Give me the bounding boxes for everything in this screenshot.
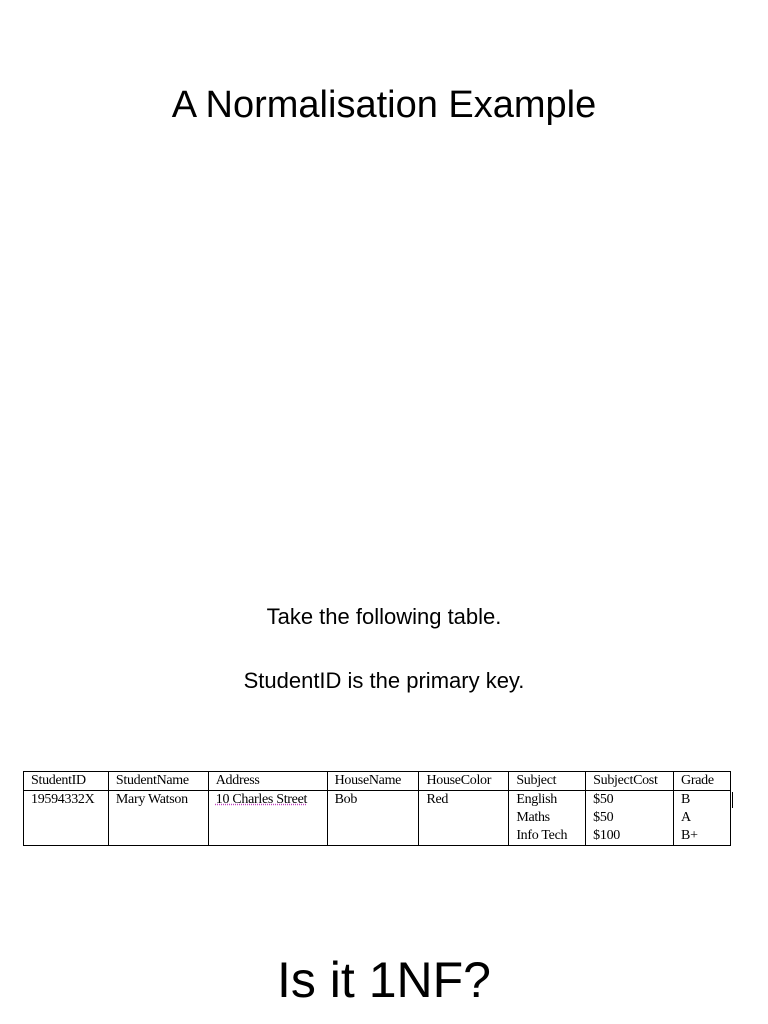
question-text: Is it 1NF? bbox=[277, 952, 491, 1008]
address-cell bbox=[208, 791, 327, 846]
subject-value: Maths bbox=[516, 810, 550, 825]
grade-value: A bbox=[681, 810, 691, 825]
student-id-cell: 19594332X bbox=[24, 791, 109, 846]
subject-cost-value: $50 bbox=[593, 792, 614, 807]
grade-value: B+ bbox=[681, 828, 698, 843]
table-row bbox=[24, 791, 731, 846]
subject-value: Info Tech bbox=[516, 828, 568, 843]
instruction-text: Take the following table. bbox=[266, 604, 502, 629]
primary-key-note: StudentID is the primary key. bbox=[243, 668, 525, 693]
column-header: Grade bbox=[674, 772, 731, 791]
house-color-cell: Red bbox=[419, 791, 509, 846]
column-header: StudentName bbox=[108, 772, 208, 791]
column-header: HouseName bbox=[327, 772, 419, 791]
subject-cost-value: $50 bbox=[593, 810, 614, 825]
column-header: Address bbox=[208, 772, 327, 791]
house-name-cell: Bob bbox=[327, 791, 419, 846]
address-value: 10 Charles Street bbox=[215, 792, 308, 807]
slide-title: A Normalisation Example bbox=[171, 84, 597, 126]
student-table bbox=[23, 771, 731, 846]
subject-cell bbox=[509, 791, 586, 846]
grade-cell bbox=[674, 791, 731, 846]
column-header: SubjectCost bbox=[586, 772, 674, 791]
subject-value: English bbox=[516, 792, 557, 807]
table-header-row bbox=[24, 772, 731, 791]
subject-cost-value: $100 bbox=[593, 828, 620, 843]
subject-cost-cell bbox=[586, 791, 674, 846]
column-header: HouseColor bbox=[419, 772, 509, 791]
student-name-cell: Mary Watson bbox=[108, 791, 208, 846]
text-caret bbox=[732, 792, 733, 808]
column-header: Subject bbox=[509, 772, 586, 791]
column-header: StudentID bbox=[24, 772, 109, 791]
student-table-container bbox=[23, 771, 731, 846]
grade-value: B bbox=[681, 792, 691, 807]
